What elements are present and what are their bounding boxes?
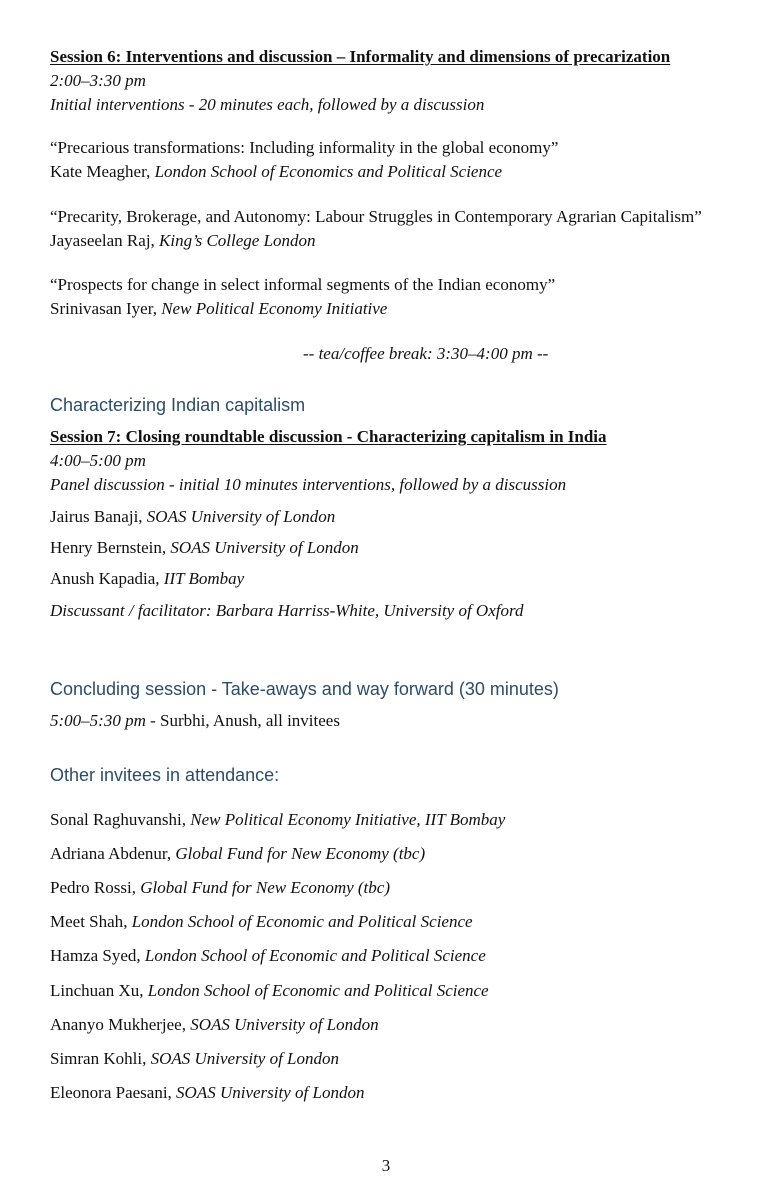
panelist-affiliation: IIT Bombay bbox=[163, 569, 245, 588]
talk-speaker-line: Srinivasan Iyer, New Political Economy Initiative bbox=[50, 299, 388, 318]
discussant-line: Discussant / facilitator: Barbara Harriss-White, University of Oxford bbox=[50, 601, 524, 620]
session7-title: Session 7: Closing roundtable discussion - Characterizing capitalism in India bbox=[50, 427, 607, 446]
invitee-row: Sonal Raghuvanshi, New Political Economy Initiative, IIT Bombay bbox=[50, 810, 506, 829]
invitee-name: Hamza Syed bbox=[50, 946, 137, 965]
invitee-affiliation: London School of Economic and Political Science bbox=[131, 912, 473, 931]
invitee-affiliation: Global Fund for New Economy (tbc) bbox=[140, 878, 390, 897]
invitee-row: Linchuan Xu, London School of Economic and Political Science bbox=[50, 981, 489, 1000]
talk-title: “Precarious transformations: Including informality in the global economy” bbox=[50, 138, 559, 157]
break-notice: -- tea/coffee break: 3:30–4:00 pm -- bbox=[303, 344, 549, 363]
panelist-line: Henry Bernstein, SOAS University of London bbox=[50, 538, 359, 557]
session6-format: Initial interventions - 20 minutes each, followed by a discussion bbox=[50, 95, 485, 114]
invitee-row: Hamza Syed, London School of Economic and Political Science bbox=[50, 946, 486, 965]
invitee-affiliation: SOAS University of London bbox=[176, 1083, 365, 1102]
panelist-line: Anush Kapadia, IIT Bombay bbox=[50, 569, 245, 588]
panelist-affiliation: SOAS University of London bbox=[146, 507, 336, 526]
invitee-affiliation: London School of Economic and Political Science bbox=[144, 946, 486, 965]
concluding-heading: Concluding session - Take-aways and way forward (30 minutes) bbox=[50, 679, 559, 699]
invitee-affiliation: SOAS University of London bbox=[190, 1015, 379, 1034]
panelist-name: Jairus Banaji bbox=[50, 507, 139, 526]
invitee-row: Adriana Abdenur, Global Fund for New Economy (tbc) bbox=[50, 844, 426, 863]
invitee-row: Meet Shah, London School of Economic and Political Science bbox=[50, 912, 473, 931]
panelist-name: Henry Bernstein bbox=[50, 538, 162, 557]
speaker-name: Jayaseelan Raj bbox=[50, 231, 151, 250]
page-number: 3 bbox=[381, 1156, 391, 1175]
invitees-heading: Other invitees in attendance: bbox=[50, 765, 280, 785]
invitee-affiliation: London School of Economic and Political Science bbox=[147, 981, 489, 1000]
invitee-row: Simran Kohli, SOAS University of London bbox=[50, 1049, 339, 1068]
invitee-affiliation: SOAS University of London bbox=[150, 1049, 339, 1068]
panelist-line: Jairus Banaji, SOAS University of London bbox=[50, 507, 336, 526]
talk-title: “Prospects for change in select informal segments of the Indian economy” bbox=[50, 275, 556, 294]
speaker-name: Kate Meagher bbox=[50, 162, 147, 181]
invitee-name: Sonal Raghuvanshi bbox=[50, 810, 182, 829]
speaker-name: Srinivasan Iyer bbox=[50, 299, 153, 318]
session7-format: Panel discussion - initial 10 minutes interventions, followed by a discussion bbox=[50, 475, 567, 494]
session6-title: Session 6: Interventions and discussion – Informality and dimensions of precarization bbox=[50, 47, 671, 66]
talk-title: “Precarity, Brokerage, and Autonomy: Labour Struggles in Contemporary Agrarian Capitalism” bbox=[50, 207, 702, 226]
invitee-affiliation: New Political Economy Initiative, IIT Bombay bbox=[190, 810, 506, 829]
invitee-name: Ananyo Mukherjee bbox=[50, 1015, 182, 1034]
speaker-affiliation: London School of Economics and Political Science bbox=[154, 162, 503, 181]
section-heading: Characterizing Indian capitalism bbox=[50, 395, 306, 415]
invitee-name: Adriana Abdenur bbox=[50, 844, 167, 863]
invitee-name: Linchuan Xu bbox=[50, 981, 140, 1000]
session6-time: 2:00–3:30 pm bbox=[50, 71, 146, 90]
talk-speaker-line: Jayaseelan Raj, King’s College London bbox=[50, 231, 316, 250]
talk-speaker-line: Kate Meagher, London School of Economics and Political Science bbox=[50, 162, 503, 181]
panelist-name: Anush Kapadia bbox=[50, 569, 156, 588]
invitee-name: Pedro Rossi bbox=[50, 878, 132, 897]
invitee-row: Eleonora Paesani, SOAS University of London bbox=[50, 1083, 365, 1102]
invitee-name: Eleonora Paesani bbox=[50, 1083, 168, 1102]
panelist-affiliation: SOAS University of London bbox=[170, 538, 359, 557]
invitee-row: Pedro Rossi, Global Fund for New Economy (tbc) bbox=[50, 878, 390, 897]
invitee-name: Meet Shah bbox=[50, 912, 124, 931]
concluding-time: 5:00–5:30 pm bbox=[50, 711, 146, 730]
concluding-line: 5:00–5:30 pm - Surbhi, Anush, all invitees bbox=[50, 711, 340, 730]
invitee-row: Ananyo Mukherjee, SOAS University of London bbox=[50, 1015, 379, 1034]
speaker-affiliation: New Political Economy Initiative bbox=[161, 299, 388, 318]
session7-time: 4:00–5:00 pm bbox=[50, 451, 146, 470]
speaker-affiliation: King’s College London bbox=[159, 231, 316, 250]
concluding-people: Surbhi, Anush, all invitees bbox=[160, 711, 340, 730]
invitee-affiliation: Global Fund for New Economy (tbc) bbox=[175, 844, 426, 863]
invitee-name: Simran Kohli bbox=[50, 1049, 143, 1068]
